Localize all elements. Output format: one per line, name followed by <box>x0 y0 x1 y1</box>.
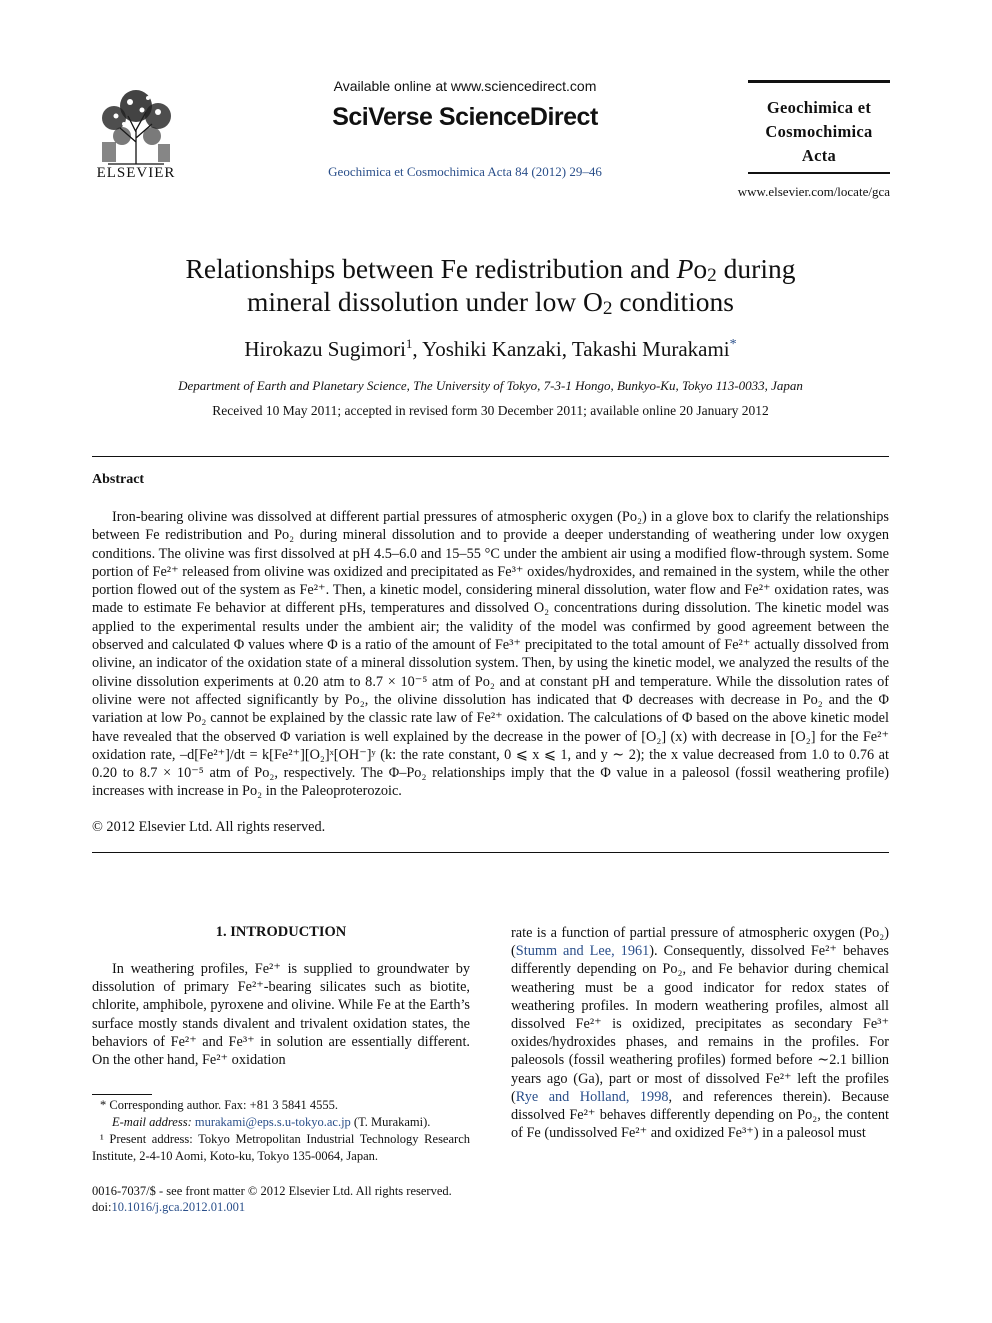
journal-title-line: Acta <box>801 146 837 165</box>
journal-title-line: Geochimica et <box>766 98 872 117</box>
email-link[interactable]: murakami@eps.s.u-tokyo.ac.jp <box>194 1115 351 1129</box>
author-name[interactable]: Yoshiki Kanzaki <box>422 337 562 361</box>
author-name[interactable]: Hirokazu Sugimori <box>244 337 406 361</box>
journal-title <box>740 96 898 168</box>
abstract-text: Iron-bearing olivine was dissolved at different partial pressures of atmospheric oxygen (Po₂) in a glove box to clarify the relationships between Fe redistribution and Po₂ during mineral dissolution and to provide a deeper understanding of weathering under low oxygen conditions. The olivine was first dissolved at pH 4.5–6.0 and 15–55 °C under the ambient air using a modified flow-through system. Some portion of Fe²⁺ released from olivine was oxidized and precipitated as Fe³⁺ oxides/hydroxides, and remained in the system, while the other portion flowed out of the system as Fe²⁺. Then, a kinetic model, considering mineral dissolution, water flow and Fe²⁺ oxidation rates, was made to estimate Fe behavior at different pHs, temperatures and dissolved O₂ concentrations during dissolution. The kinetic model was applied to the experimental results under the ambient air; the validity of the model was confirmed by good agreement between the observed and calculated Φ values where Φ is a ratio of the amount of Fe³⁺ precipitated to the total amount of Fe²⁺ actually dissolved from olivine, an indicator of the oxidation state of a mineral dissolution system. Then, by using the kinetic model, we analyzed the results of the olivine dissolution experiments at 0.20 atm to 8.7 × 10⁻⁵ atm of Po₂ and at constant pH and temperature. While the dissolution rates of olivine were not affected significantly by Po₂, the olivine dissolution has indicated that Φ decreases with decrease in Po₂ and the Φ variation at low Po₂ cannot be explained by the classic rate law of Fe²⁺ oxidation. The calculations of Φ based on the above kinetic model have revealed that the observed Φ variation is well explained by the decrease in the power of [O₂] (x) with decrease in [O₂] for the Fe²⁺ oxidation rate, –d[Fe²⁺]/dt = k[Fe²⁺][O₂]ˣ[OH⁻]ʸ (k: the rate constant, 0 ⩽ x ⩽ 1, and y ∼ 2); the x value decreased from 1.0 to 0.76 at 0.20 to 8.7 × 10⁻⁵ atm of Po₂, respectively. The Φ–Po₂ relationships imply that the Φ value in a paleosol (fossil weathering profile) increases with increase in Po₂ in the Paleoproterozoic. <box>92 509 889 800</box>
author-name[interactable]: Takashi Murakami <box>571 337 730 361</box>
available-online: Available online at www.sciencedirect.com <box>333 78 597 94</box>
journal-top-rule <box>748 80 890 83</box>
article-dates: Received 10 May 2011; accepted in revised form 30 December 2011; available online 20 January 2012 <box>212 403 769 418</box>
affiliation: Department of Earth and Planetary Science, The University of Tokyo, 7-3-1 Hongo, Bunkyo-Ku, Tokyo 113-0033, Japan <box>178 378 803 393</box>
journal-bottom-rule <box>748 172 890 174</box>
abstract-bottom-rule <box>92 852 889 853</box>
footnote-present-address: ¹ Present address: Tokyo Metropolitan Industrial Technology Research Institute, 2-4-10 Aomi, Koto-ku, Tokyo 135-0064, Japan. <box>92 1132 470 1163</box>
author-list: Hirokazu Sugimori$^1$, Yoshiki Kanzaki, Takashi Murakami* <box>244 336 737 361</box>
publisher-wordmark: ELSEVIER <box>96 165 176 181</box>
footnote-email: E-mail address: murakami@eps.s.u-tokyo.ac.jp (T. Murakami). <box>112 1115 431 1129</box>
journal-title-line: Cosmochimica <box>765 122 873 141</box>
author-mark[interactable]: 1 <box>405 336 413 351</box>
section-heading: 1. INTRODUCTION <box>215 924 347 940</box>
journal-citation-link[interactable]: Geochimica et Cosmochimica Acta 84 (2012) 29–46 <box>328 164 602 179</box>
abstract-top-rule <box>92 456 889 457</box>
footnote-corresponding: * Corresponding author. Fax: +81 3 5841 4555. <box>100 1098 338 1112</box>
doi-link[interactable]: 10.1016/j.gca.2012.01.001 <box>111 1200 246 1214</box>
footnote-rule <box>92 1094 152 1095</box>
reference-link[interactable]: Stumm and Lee, 1961 <box>515 943 650 960</box>
article-title: Relationships between Fe redistribution and $Po_2$ during mineral dissolution under low $O_2$ conditions <box>185 253 796 319</box>
author-mark[interactable]: * <box>729 337 737 352</box>
reference-link[interactable]: Rye and Holland, 1998 <box>515 1088 669 1105</box>
doi-line: doi:10.1016/j.gca.2012.01.001 <box>92 1200 246 1214</box>
intro-right-column: rate is a function of partial pressure of atmospheric oxygen (Po₂) (Stumm and Lee, 1961). Consequently, dissolved Fe²⁺ behaves differently depending on Po₂, and Fe behavior during chemical weathering must be a good indicator for redox states of weathering profiles. In modern weathering profiles, almost all dissolved Fe²⁺ is oxidized, precipitates as secondary Fe³⁺ oxides/hydroxides phases, and remains in the profiles. For paleosols (fossil weathering profiles) formed before ∼2.1 billion years ago (Ga), part or most of dissolved Fe²⁺ left the profiles (Rye and Holland, 1998, and references therein). Because dissolved Fe²⁺ behaves differently depending on Po₂, the content of Fe (undissolved Fe²⁺ and oxidized Fe³⁺) in a paleosol must <box>511 925 889 1142</box>
platform-logo: SciVerse ScienceDirect <box>332 103 598 131</box>
issn-line: 0016-7037/$ - see front matter © 2012 Elsevier Ltd. All rights reserved. <box>92 1184 452 1198</box>
intro-left-column: In weathering profiles, Fe²⁺ is supplied to groundwater by dissolution of primary Fe²⁺-bearing silicates such as biotite, chlorite, amphibole, pyroxene and olivine. While Fe at the Earth’s surface mostly stands divalent and trivalent oxidation states, the behaviors of Fe²⁺ and Fe³⁺ in solution are essentially different. On the other hand, Fe²⁺ oxidation <box>92 961 470 1069</box>
journal-url-link[interactable]: www.elsevier.com/locate/gca <box>737 184 890 199</box>
abstract-heading: Abstract <box>92 472 145 487</box>
abstract-copyright: © 2012 Elsevier Ltd. All rights reserved. <box>92 819 326 835</box>
